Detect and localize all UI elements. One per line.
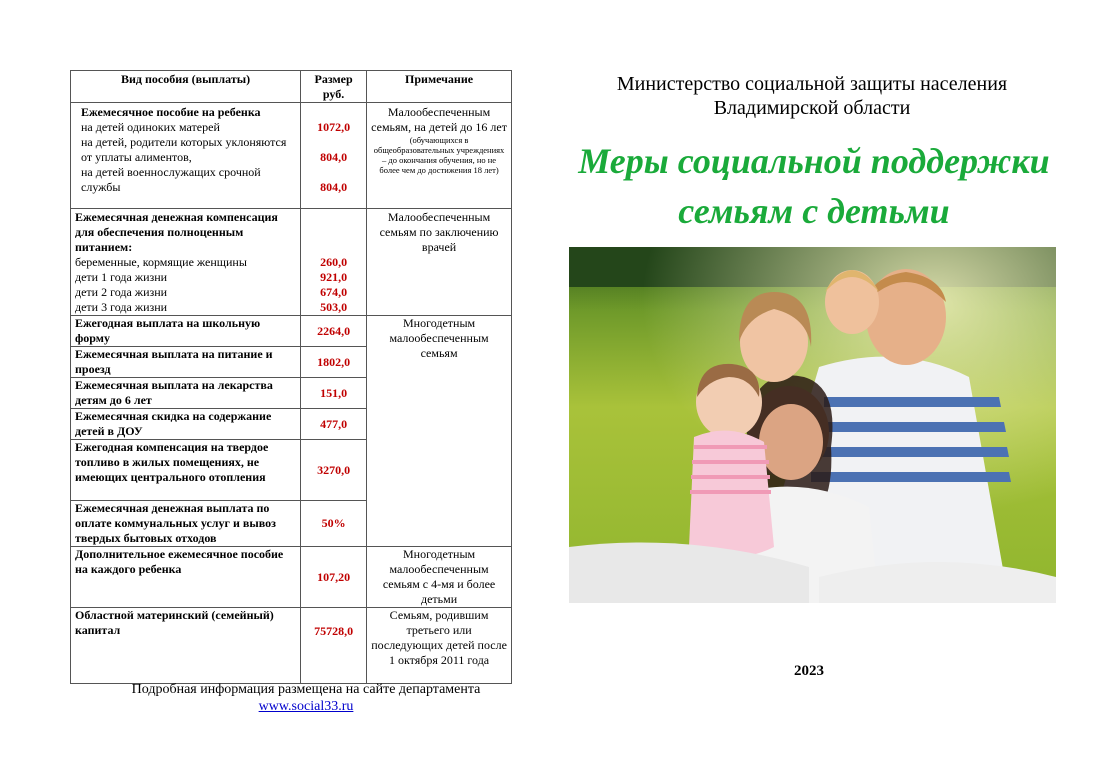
header-note: Примечание bbox=[367, 71, 512, 103]
row-title: Ежемесячная скидка на содержание детей в ДОУ bbox=[75, 409, 272, 438]
row-line: на детей военнослужащих срочной службы bbox=[81, 165, 261, 194]
ministry-line: Владимирской области bbox=[713, 97, 911, 119]
row-line: дети 1 года жизни bbox=[75, 270, 168, 284]
row-title: Областной материнский (семейный) капитал bbox=[75, 608, 274, 637]
row-note-small: (обучающихся в общеобразовательных учреждениях – до окончания обучения, но не более чем до достижения 18 лет) bbox=[373, 135, 505, 175]
table-row bbox=[71, 103, 512, 209]
benefits-table bbox=[70, 70, 512, 684]
amount-value: 804,0 bbox=[320, 150, 348, 164]
amount-value: 3270,0 bbox=[301, 440, 367, 501]
table-row bbox=[71, 316, 512, 347]
row-note: Малообеспеченным семьям по заключению врачей bbox=[367, 209, 512, 316]
amount-value: 1072,0 bbox=[317, 120, 351, 134]
amount-value: 477,0 bbox=[301, 409, 367, 440]
amount-value: 107,20 bbox=[301, 547, 367, 608]
amount-value: 503,0 bbox=[320, 300, 348, 314]
table-header-row bbox=[71, 71, 512, 103]
row-title: Ежемесячная денежная выплата по оплате коммунальных услуг и вывоз твердых бытовых отходов bbox=[75, 501, 276, 545]
amount-value: 2264,0 bbox=[301, 316, 367, 347]
footer-info bbox=[70, 681, 542, 715]
amount-value: 921,0 bbox=[320, 270, 348, 284]
amount-value: 804,0 bbox=[320, 180, 348, 194]
row-title: Ежемесячная денежная компенсация для обеспечения полноценным питанием: bbox=[75, 210, 278, 254]
row-title: Ежегодная выплата на школьную форму bbox=[75, 316, 261, 345]
row-note: Многодетным малообеспеченным семьям bbox=[367, 316, 512, 547]
ministry-line: Министерство социальной защиты населения bbox=[616, 73, 1008, 95]
row-line: дети 2 года жизни bbox=[75, 285, 168, 299]
row-title: Ежемесячная выплата на питание и проезд bbox=[75, 347, 273, 376]
table-row bbox=[71, 209, 512, 316]
amount-value: 75728,0 bbox=[301, 608, 367, 684]
footer-info-text: Подробная информация размещена на сайте департамента bbox=[131, 682, 481, 697]
amount-value: 674,0 bbox=[320, 285, 348, 299]
ministry-name bbox=[566, 72, 1058, 120]
row-line: на детей, родители которых уклоняются от уплаты алиментов, bbox=[81, 135, 287, 164]
amount-value: 260,0 bbox=[320, 255, 348, 269]
row-note: Малообеспеченным семьям, на детей до 16 лет bbox=[371, 105, 507, 134]
title-line: Меры социальной поддержки bbox=[578, 141, 1050, 181]
row-line: на детей одиноких матерей bbox=[81, 120, 220, 134]
row-title: Ежемесячная выплата на лекарства детям до 6 лет bbox=[75, 378, 273, 407]
table-row bbox=[71, 608, 512, 684]
row-note: Многодетным малообеспеченным семьям с 4-мя и более детьми bbox=[367, 547, 512, 608]
row-note: Семьям, родившим третьего или последующих детей после 1 октября 2011 года bbox=[367, 608, 512, 684]
row-title: Дополнительное ежемесячное пособие на каждого ребенка bbox=[75, 547, 284, 576]
site-link[interactable]: www.social33.ru bbox=[258, 699, 354, 714]
family-photo-icon bbox=[569, 247, 1056, 603]
row-title: Ежегодная компенсация на твердое топливо в жилых помещениях, не имеющих центрального отопления bbox=[75, 440, 269, 484]
header-type: Вид пособия (выплаты) bbox=[71, 71, 301, 103]
header-amount: Размер руб. bbox=[301, 71, 367, 103]
amount-value: 1802,0 bbox=[301, 347, 367, 378]
amount-value: 50% bbox=[301, 501, 367, 547]
table-row bbox=[71, 547, 512, 608]
title-line: семьям с детьми bbox=[678, 191, 950, 231]
row-title: Ежемесячное пособие на ребенка bbox=[81, 105, 261, 119]
year-label: 2023 bbox=[794, 663, 824, 679]
row-line: беременные, кормящие женщины bbox=[75, 255, 247, 269]
row-line: дети 3 года жизни bbox=[75, 300, 168, 314]
amount-value: 151,0 bbox=[301, 378, 367, 409]
page-title bbox=[540, 138, 1088, 234]
